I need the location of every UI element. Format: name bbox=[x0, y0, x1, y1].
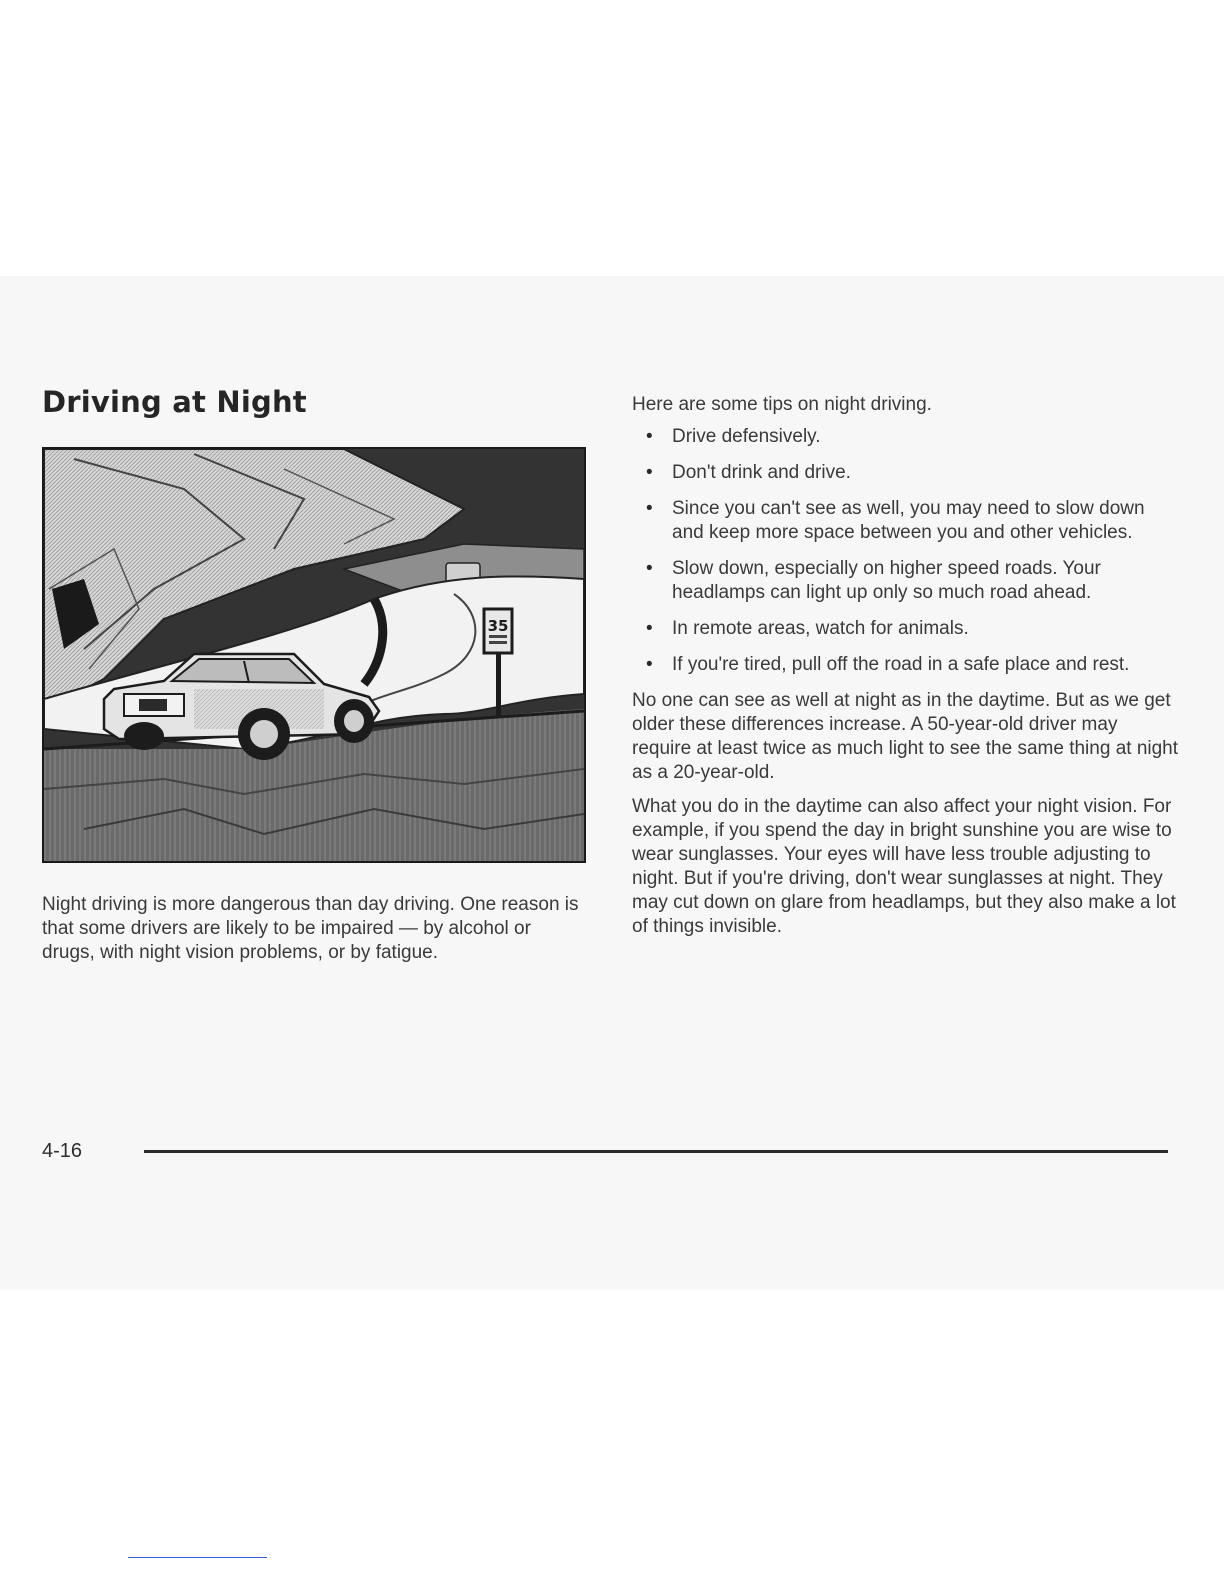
list-item bbox=[632, 425, 1180, 449]
night-driving-illustration bbox=[42, 447, 586, 863]
night-road-drawing bbox=[44, 449, 584, 861]
bullet-icon: • bbox=[646, 498, 653, 519]
list-item bbox=[632, 461, 1180, 485]
age-vision-paragraph: No one can see as well at night as in the daytime. But as we get older these differences increase. A 50-year-old driver may require at least twice as much light to see the same thing at night as a 20-year-old. bbox=[632, 690, 1179, 783]
tip-text: Drive defensively. bbox=[672, 426, 821, 447]
tip-text: Since you can't see as well, you may need to slow down and keep more space between you and other vehicles. bbox=[672, 498, 1145, 543]
tip-text: If you're tired, pull off the road in a safe place and rest. bbox=[672, 654, 1130, 675]
bullet-icon: • bbox=[646, 426, 653, 447]
tips-list bbox=[632, 425, 1180, 677]
list-item bbox=[632, 497, 1180, 545]
page-number: 4-16 bbox=[42, 1140, 83, 1162]
list-item bbox=[632, 557, 1180, 605]
intro-paragraph: Night driving is more dangerous than day driving. One reason is that some drivers are likely to be impaired — by alcohol or drugs, with night vision problems, or by fatigue. bbox=[42, 894, 579, 963]
link-underline[interactable] bbox=[128, 1557, 267, 1558]
tip-text: Don't drink and drive. bbox=[672, 462, 851, 483]
bullet-icon: • bbox=[646, 462, 653, 483]
list-item bbox=[632, 617, 1180, 641]
tips-column bbox=[632, 393, 1180, 939]
speed-limit-sign-number: 35 bbox=[487, 617, 509, 635]
tips-intro: Here are some tips on night driving. bbox=[632, 394, 932, 415]
tip-text: In remote areas, watch for animals. bbox=[672, 618, 969, 639]
bullet-icon: • bbox=[646, 558, 653, 579]
sunglasses-paragraph: What you do in the daytime can also affect your night vision. For example, if you spend the day in bright sunshine you are wise to wear sunglasses. Your eyes will have less trouble adjusting to night. But if you're driving, don't wear sunglasses at night. They may cut down on glare from headlamps, but they also make a lot of things invisible. bbox=[632, 796, 1176, 937]
page-title: Driving at Night bbox=[42, 385, 307, 419]
footer-rule bbox=[144, 1150, 1168, 1153]
tip-text: Slow down, especially on higher speed roads. Your headlamps can light up only so much road ahead. bbox=[672, 558, 1101, 603]
bullet-icon: • bbox=[646, 618, 653, 639]
list-item bbox=[632, 653, 1180, 677]
bullet-icon: • bbox=[646, 654, 653, 675]
